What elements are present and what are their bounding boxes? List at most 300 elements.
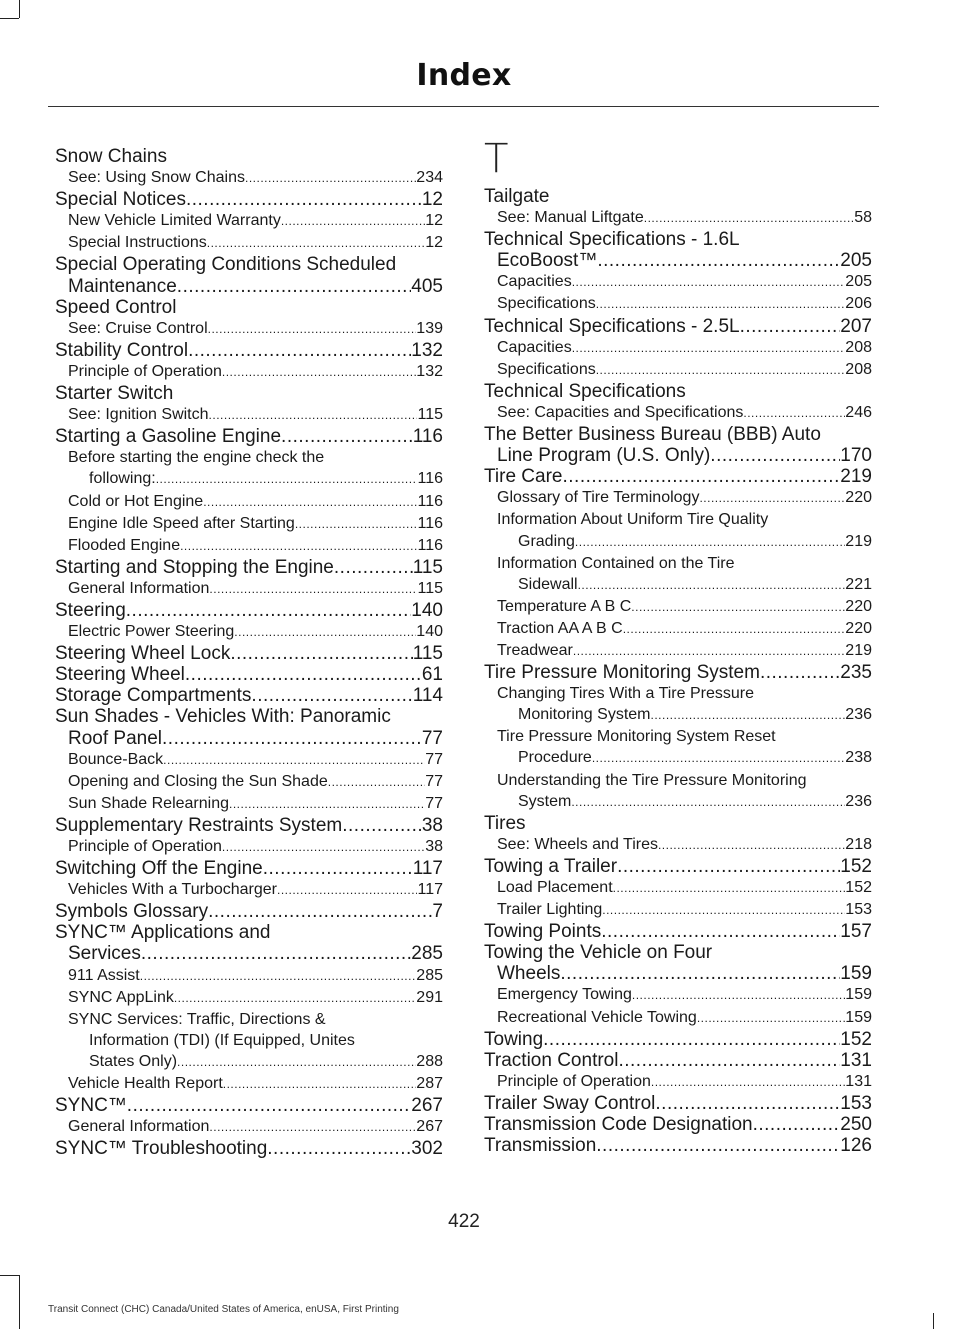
index-entry — [484, 229, 872, 250]
index-entry — [55, 943, 443, 964]
section-letter: T — [484, 136, 509, 182]
dot-leader — [188, 340, 411, 361]
index-entry — [55, 600, 443, 621]
dot-leader — [699, 488, 845, 509]
index-entry — [484, 316, 872, 337]
crop-mark — [19, 1275, 20, 1329]
entry-page-number: 61 — [421, 664, 443, 686]
index-entry — [484, 553, 872, 574]
entry-page-number: 116 — [412, 426, 443, 448]
index-entry — [55, 254, 443, 275]
dot-leader — [543, 1029, 840, 1050]
entry-page-number: 205 — [840, 250, 872, 272]
index-entry — [55, 210, 443, 232]
entry-text: Capacities — [497, 273, 572, 291]
dot-leader — [208, 319, 417, 340]
index-entry — [55, 340, 443, 361]
index-entry — [484, 640, 872, 662]
index-entry — [55, 1051, 443, 1073]
entry-page-number: 238 — [845, 749, 872, 767]
entry-text: EcoBoost™ — [497, 250, 598, 272]
dot-leader — [710, 445, 840, 466]
entry-page-number: 285 — [416, 966, 443, 984]
dot-leader — [126, 600, 412, 621]
entry-text: Engine Idle Speed after Starting — [68, 514, 295, 532]
dot-leader — [644, 208, 854, 229]
index-entry — [484, 359, 872, 381]
index-entry — [55, 535, 443, 557]
entry-text: Switching Off the Engine — [55, 858, 263, 880]
entry-text: See: Capacities and Specifications — [497, 403, 744, 421]
index-entry — [55, 836, 443, 858]
index-entry — [484, 984, 872, 1006]
crop-mark — [933, 1313, 934, 1329]
dot-leader — [596, 1135, 840, 1156]
index-entry — [484, 186, 872, 207]
entry-text: Tire Pressure Monitoring System — [484, 662, 760, 684]
index-entry — [55, 1009, 443, 1030]
entry-page-number: 221 — [845, 575, 872, 593]
index-entry — [55, 232, 443, 254]
entry-page-number: 117 — [417, 881, 443, 899]
entry-page-number: 139 — [416, 319, 443, 337]
dot-leader — [740, 316, 841, 337]
entry-page-number: 236 — [845, 706, 872, 724]
dot-leader — [281, 211, 425, 232]
index-entry — [484, 337, 872, 359]
index-entry — [484, 1007, 872, 1029]
dot-leader — [658, 835, 845, 856]
entry-page-number: 58 — [854, 209, 872, 227]
entry-text: Starter Switch — [55, 383, 174, 405]
index-entry — [55, 643, 443, 664]
entry-page-number: 208 — [845, 360, 872, 378]
entry-text: Transmission — [484, 1135, 597, 1157]
entry-text: Sun Shades - Vehicles With: Panoramic — [55, 706, 391, 728]
index-entry — [55, 1095, 443, 1116]
entry-text: Maintenance — [68, 275, 177, 297]
dot-leader — [571, 792, 845, 813]
dot-leader — [613, 878, 846, 899]
entry-text: Monitoring System — [518, 706, 651, 724]
entry-page-number: 267 — [416, 1118, 443, 1136]
entry-page-number: 12 — [425, 234, 443, 252]
dot-leader — [743, 403, 845, 424]
entry-page-number: 157 — [840, 921, 872, 943]
entry-text: SYNC™ Troubleshooting — [55, 1138, 268, 1160]
entry-text: Bounce-Back — [68, 750, 164, 768]
dot-leader — [632, 985, 845, 1006]
entry-text: Traction AA A B C — [497, 619, 623, 637]
index-entry — [484, 293, 872, 315]
entry-page-number: 218 — [845, 835, 872, 853]
entry-text: Recreational Vehicle Towing — [497, 1008, 697, 1026]
dot-leader — [209, 1117, 416, 1138]
entry-text: Steering Wheel Lock — [55, 643, 231, 665]
entry-text: Trailer Sway Control — [484, 1092, 656, 1114]
dot-leader — [651, 705, 846, 726]
entry-text: SYNC Services: Traffic, Directions & — [68, 1010, 326, 1028]
dot-leader — [230, 643, 412, 664]
index-entry — [55, 858, 443, 879]
entry-text: Starting a Gasoline Engine — [55, 426, 282, 448]
entry-text: Towing Points — [484, 921, 602, 943]
entry-text: Treadwear — [497, 641, 573, 659]
index-entry — [55, 557, 443, 578]
entry-page-number: 117 — [412, 858, 443, 880]
index-entry — [55, 426, 443, 447]
index-entry — [55, 1116, 443, 1138]
index-entry — [484, 791, 872, 813]
entry-text: Technical Specifications - 1.6L — [484, 229, 740, 251]
entry-text: General Information — [68, 1118, 210, 1136]
entry-page-number: 38 — [425, 838, 443, 855]
entry-text: Transmission Code Designation — [484, 1114, 753, 1136]
index-entry — [484, 424, 872, 445]
dot-leader — [141, 943, 411, 964]
dot-leader — [223, 1074, 417, 1095]
index-entry — [55, 513, 443, 535]
index-entry — [484, 877, 872, 899]
entry-page-number: 236 — [845, 792, 872, 810]
crop-mark — [0, 18, 19, 19]
dot-leader — [186, 189, 422, 210]
entry-text: See: Cruise Control — [68, 319, 208, 337]
dot-leader — [697, 1008, 845, 1029]
index-entry — [55, 685, 443, 706]
dot-leader — [596, 294, 846, 315]
entry-text: See: Ignition Switch — [68, 406, 209, 424]
dot-leader — [328, 772, 425, 793]
entry-page-number: 208 — [845, 338, 872, 356]
index-entry — [55, 793, 443, 815]
dot-leader — [597, 250, 840, 271]
dot-leader — [655, 1093, 840, 1114]
dot-leader — [245, 168, 416, 189]
entry-text: Tire Care — [484, 466, 563, 488]
dot-leader — [207, 233, 425, 254]
entry-text: SYNC AppLink — [68, 988, 174, 1006]
entry-text: Technical Specifications - 2.5L — [484, 315, 740, 337]
index-entry — [484, 770, 872, 791]
dot-leader — [234, 622, 416, 643]
dot-leader — [251, 685, 412, 706]
entry-text: Technical Specifications — [484, 380, 686, 402]
entry-page-number: 205 — [845, 273, 872, 291]
entry-page-number: 219 — [845, 532, 872, 550]
entry-text: following: — [89, 470, 156, 488]
index-entry — [484, 1029, 872, 1050]
index-entry — [55, 1030, 443, 1051]
index-entry — [484, 271, 872, 293]
dot-leader — [602, 900, 845, 921]
entry-text: Wheels — [497, 963, 561, 985]
entry-text: Tires — [484, 812, 526, 834]
entry-text: Tailgate — [484, 186, 550, 207]
index-entry — [484, 662, 872, 683]
page-number: 422 — [448, 1211, 480, 1232]
index-entry — [55, 276, 443, 297]
dot-leader — [162, 728, 422, 749]
index-entry — [55, 706, 443, 727]
index-entry — [484, 747, 872, 769]
dot-leader — [174, 988, 416, 1009]
entry-text: Principle of Operation — [68, 362, 222, 380]
index-entry — [55, 146, 443, 167]
dot-leader — [572, 272, 846, 293]
index-entry — [55, 965, 443, 987]
entry-text: Glossary of Tire Terminology — [497, 489, 700, 507]
entry-text: Traction Control — [484, 1049, 619, 1071]
dot-leader — [263, 858, 413, 879]
entry-page-number: 131 — [840, 1049, 872, 1071]
entry-page-number: 116 — [417, 470, 443, 488]
entry-text: Emergency Towing — [497, 986, 632, 1004]
entry-page-number: 153 — [840, 1092, 872, 1114]
index-entry — [484, 207, 872, 229]
entry-text: Information (TDI) (If Equipped, Unites — [89, 1031, 355, 1049]
entry-text: Changing Tires With a Tire Pressure — [497, 685, 754, 703]
entry-page-number: 267 — [411, 1095, 443, 1117]
entry-text: Principle of Operation — [68, 838, 222, 855]
index-entry — [484, 726, 872, 747]
dot-leader — [185, 664, 422, 685]
index-entry — [55, 987, 443, 1009]
entry-page-number: 115 — [412, 556, 443, 578]
entry-text: Steering Wheel — [55, 664, 185, 686]
dot-leader — [573, 641, 845, 662]
entry-text: Trailer Lighting — [497, 901, 603, 919]
index-entry — [55, 491, 443, 513]
dot-leader — [180, 536, 417, 557]
dot-leader — [572, 338, 846, 359]
index-entry — [55, 447, 443, 468]
entry-page-number: 38 — [421, 814, 443, 836]
entry-page-number: 207 — [840, 315, 872, 337]
index-entry — [484, 1050, 872, 1071]
index-entry — [484, 856, 872, 877]
entry-text: Principle of Operation — [497, 1072, 651, 1090]
crop-mark — [19, 0, 20, 18]
index-entry — [484, 618, 872, 640]
dot-leader — [208, 901, 432, 922]
index-entry — [55, 189, 443, 210]
index-entry — [484, 1135, 872, 1156]
index-entry — [55, 815, 443, 836]
entry-text: Information About Uniform Tire Quality — [497, 511, 769, 529]
index-entry — [484, 963, 872, 984]
entry-text: Special Operating Conditions Scheduled — [55, 254, 397, 276]
entry-text: Special Notices — [55, 189, 186, 211]
entry-text: Supplementary Restraints System — [55, 814, 343, 836]
index-entry — [484, 834, 872, 856]
index-entry — [55, 1138, 443, 1159]
dot-leader — [623, 619, 846, 640]
index-entry — [55, 578, 443, 600]
dot-leader — [631, 597, 845, 618]
entry-text: Temperature A B C — [497, 597, 632, 615]
index-entry — [55, 771, 443, 793]
entry-text: Specifications — [497, 360, 596, 378]
index-entry — [55, 922, 443, 943]
entry-text: See: Wheels and Tires — [497, 835, 658, 853]
entry-page-number: 77 — [421, 727, 443, 749]
entry-text: General Information — [68, 579, 210, 597]
entry-text: Opening and Closing the Sun Shade — [68, 772, 328, 790]
entry-page-number: 132 — [411, 339, 443, 361]
index-entry — [484, 1114, 872, 1135]
entry-page-number: 152 — [840, 1028, 872, 1050]
index-entry — [484, 250, 872, 271]
dot-leader — [209, 405, 418, 426]
entry-text: States Only) — [89, 1052, 178, 1070]
index-column-left — [55, 146, 443, 1159]
dot-leader — [578, 575, 846, 596]
dot-leader — [617, 856, 840, 877]
entry-page-number: 291 — [416, 988, 443, 1006]
entry-page-number: 116 — [417, 536, 443, 554]
entry-page-number: 152 — [845, 879, 872, 896]
entry-page-number: 152 — [840, 855, 872, 877]
entry-page-number: 131 — [845, 1072, 872, 1090]
index-column-right — [484, 136, 872, 1156]
entry-page-number: 405 — [411, 275, 443, 297]
entry-page-number: 7 — [432, 901, 443, 923]
entry-text: Storage Compartments — [55, 685, 252, 707]
entry-page-number: 12 — [421, 189, 443, 211]
entry-text: Speed Control — [55, 296, 177, 318]
entry-page-number: 159 — [845, 1008, 872, 1026]
index-entry — [55, 361, 443, 383]
entry-text: Stability Control — [55, 339, 189, 361]
dot-leader — [177, 1052, 416, 1073]
entry-text: New Vehicle Limited Warranty — [68, 212, 281, 230]
entry-text: Sun Shade Relearning — [68, 794, 230, 812]
dot-leader — [760, 662, 840, 683]
dot-leader — [281, 426, 413, 447]
entry-page-number: 206 — [845, 295, 872, 313]
entry-page-number: 285 — [411, 943, 443, 965]
entry-text: Information Contained on the Tire — [497, 554, 735, 572]
entry-page-number: 288 — [416, 1052, 443, 1070]
entry-text: Services — [68, 943, 141, 965]
dot-leader — [651, 1072, 845, 1093]
entry-text: See: Using Snow Chains — [68, 169, 245, 187]
entry-text: Towing a Trailer — [484, 855, 618, 877]
index-entry — [484, 683, 872, 704]
entry-text: System — [518, 792, 572, 810]
index-entry — [484, 1071, 872, 1093]
entry-text: 911 Assist — [68, 966, 140, 984]
entry-text: Towing — [484, 1028, 544, 1050]
entry-text: Electric Power Steering — [68, 623, 235, 641]
entry-page-number: 250 — [840, 1114, 872, 1136]
entry-text: Grading — [518, 532, 575, 550]
entry-page-number: 159 — [845, 986, 872, 1004]
index-entry — [55, 664, 443, 685]
entry-page-number: 159 — [840, 963, 872, 985]
entry-page-number: 140 — [411, 599, 443, 621]
entry-page-number: 115 — [417, 406, 443, 424]
dot-leader — [277, 880, 417, 901]
entry-text: Steering — [55, 599, 126, 621]
index-entry — [55, 404, 443, 426]
dot-leader — [140, 966, 417, 987]
entry-page-number: 302 — [411, 1138, 443, 1160]
entry-text: Starting and Stopping the Engine — [55, 556, 334, 578]
entry-text: Snow Chains — [55, 146, 167, 167]
dot-leader — [334, 557, 413, 578]
entry-page-number: 77 — [425, 772, 443, 790]
entry-text: Before starting the engine check the — [68, 449, 325, 467]
dot-leader — [267, 1138, 411, 1159]
entry-text: Capacities — [497, 338, 572, 356]
entry-text: Specifications — [497, 295, 596, 313]
entry-page-number: 132 — [416, 362, 443, 380]
entry-text: Towing the Vehicle on Four — [484, 942, 713, 964]
index-entry — [484, 381, 872, 402]
index-entry — [484, 596, 872, 618]
dot-leader — [222, 837, 425, 858]
page-title: Index — [416, 58, 512, 93]
index-entry — [484, 921, 872, 942]
dot-leader — [203, 492, 417, 513]
dot-leader — [342, 815, 422, 836]
entry-text: SYNC™ Applications and — [55, 922, 271, 944]
dot-leader — [222, 362, 416, 383]
index-entry — [55, 879, 443, 901]
index-entry — [484, 813, 872, 834]
index-entry — [55, 749, 443, 771]
index-entry — [55, 468, 443, 490]
entry-page-number: 153 — [845, 901, 872, 919]
entry-page-number: 116 — [417, 492, 443, 510]
index-entry — [55, 621, 443, 643]
entry-page-number: 77 — [425, 794, 443, 812]
entry-page-number: 287 — [416, 1075, 443, 1093]
entry-text: SYNC™ — [55, 1095, 127, 1117]
dot-leader — [156, 469, 418, 490]
index-entry — [55, 297, 443, 318]
entry-page-number: 246 — [845, 403, 872, 421]
entry-page-number: 77 — [425, 750, 443, 768]
dot-leader — [618, 1050, 840, 1071]
entry-page-number: 116 — [417, 514, 443, 532]
index-entry — [484, 445, 872, 466]
entry-page-number: 126 — [840, 1135, 872, 1157]
dot-leader — [127, 1095, 412, 1116]
dot-leader — [560, 963, 840, 984]
entry-text: Cold or Hot Engine — [68, 492, 204, 510]
index-entry — [55, 383, 443, 404]
entry-page-number: 219 — [845, 641, 872, 659]
entry-page-number: 12 — [425, 212, 443, 230]
entry-page-number: 220 — [845, 619, 872, 637]
entry-page-number: 220 — [845, 597, 872, 615]
index-entry — [484, 574, 872, 596]
index-entry — [55, 901, 443, 922]
entry-text: Vehicles With a Turbocharger — [68, 881, 277, 899]
index-entry — [484, 487, 872, 509]
index-entry — [484, 899, 872, 921]
index-entry — [484, 402, 872, 424]
dot-leader — [753, 1114, 841, 1135]
header-rule — [48, 106, 879, 107]
entry-page-number: 220 — [845, 489, 872, 507]
dot-leader — [295, 514, 418, 535]
index-entry — [55, 1073, 443, 1095]
dot-leader — [592, 748, 845, 769]
